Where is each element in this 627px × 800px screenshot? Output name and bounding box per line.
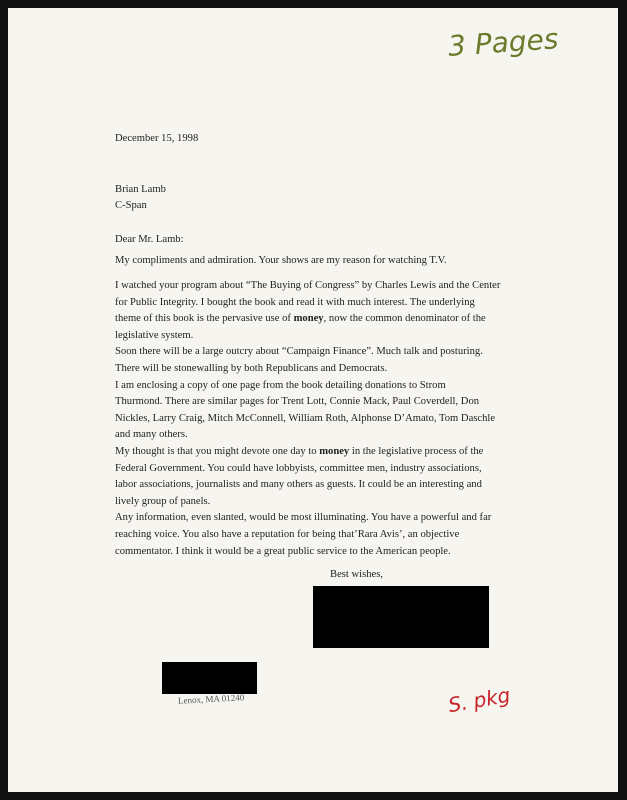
body-line: legislative system. xyxy=(115,329,194,341)
body-line: I am enclosing a copy of one page from the book detailing donations to Strom xyxy=(115,379,446,391)
body-line: for Public Integrity. I bought the book and read it with much interest. The underlying xyxy=(115,296,475,308)
body-line: Thurmond. There are similar pages for Trent Lott, Connie Mack, Paul Coverdell, Don xyxy=(115,396,480,408)
body-line: Nickles, Larry Craig, Mitch McConnell, William Roth, Alphonse D’Amato, Tom Daschle xyxy=(115,412,496,424)
first-paragraph xyxy=(115,253,575,270)
body-line: There will be stonewalling by both Republicans and Democrats. xyxy=(115,362,388,374)
address-fragment: Lenox, MA 01240 xyxy=(177,692,245,706)
body-line: lively group of panels. xyxy=(115,495,211,507)
body-line: My compliments and admiration. Your shows are my reason for watching T.V. xyxy=(115,255,447,266)
redacted-signature xyxy=(313,586,489,648)
body-line: labor associations, journalists and many others as guests. It could be an interesting and xyxy=(115,479,482,491)
emphasis-word: money xyxy=(319,445,350,457)
handwritten-note: S. pkg xyxy=(446,682,513,718)
handwritten-page-count: 3 Pages xyxy=(446,22,560,63)
letter-date: December 15, 1998 xyxy=(115,133,199,144)
letter-page xyxy=(8,8,618,792)
closing: Best wishes, xyxy=(330,569,383,580)
body-line: commentator. I think it would be a great public service to the American people. xyxy=(115,545,451,557)
body-line: theme of this book is the pervasive use of money, now the common denominator of the xyxy=(115,313,486,325)
recipient-org: C-Span xyxy=(115,200,147,211)
body-line: Any information, even slanted, would be most illuminating. You have a powerful and far xyxy=(115,512,492,524)
salutation: Dear Mr. Lamb: xyxy=(115,234,184,245)
emphasis-word: money xyxy=(293,313,324,325)
main-body xyxy=(115,278,575,560)
body-line: My thought is that you might devote one day to money in the legislative process of the xyxy=(115,445,484,457)
body-line: I watched your program about “The Buying of Congress” by Charles Lewis and the Center xyxy=(115,280,501,291)
recipient-name: Brian Lamb xyxy=(115,184,166,195)
body-line: Federal Government. You could have lobbyists, committee men, industry associations, xyxy=(115,462,482,474)
body-line: reaching voice. You also have a reputation for being that’Rara Avis’, an objective xyxy=(115,528,460,540)
body-line: Soon there will be a large outcry about “Campaign Finance”. Much talk and posturing. xyxy=(115,346,483,358)
body-line: and many others. xyxy=(115,429,188,441)
